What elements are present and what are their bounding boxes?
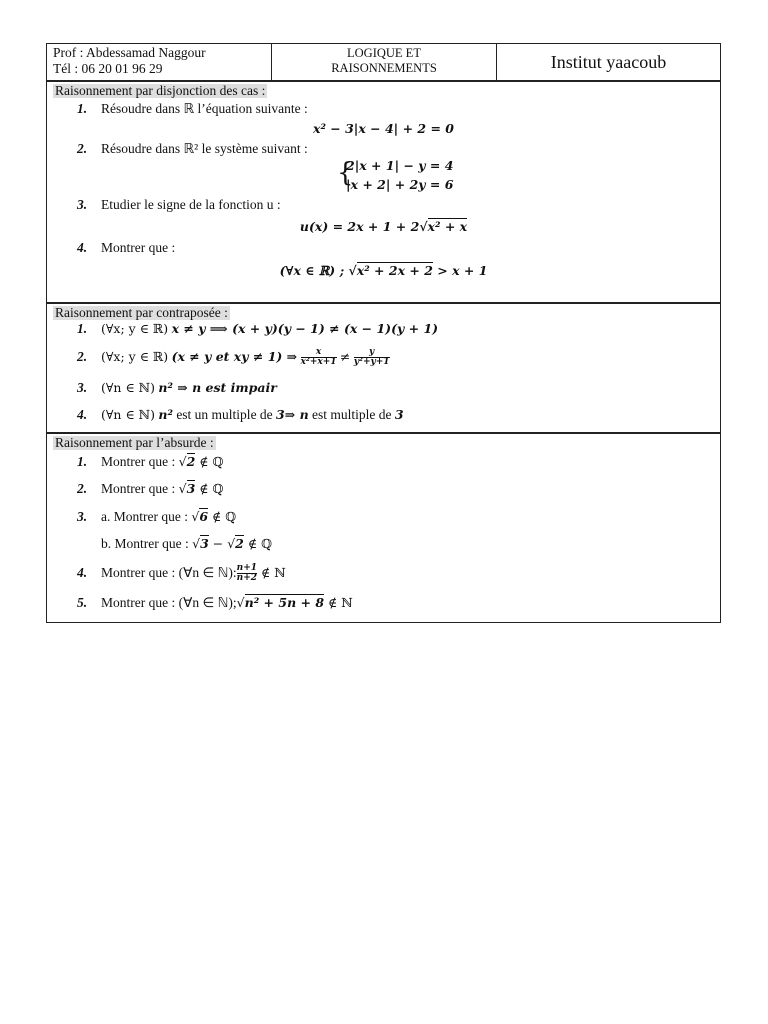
section-contraposee	[46, 302, 721, 432]
section-title: Raisonnement par l’absurde :	[55, 435, 214, 450]
item-text: Résoudre dans ℝ² le système suivant :	[101, 141, 308, 156]
radicand: x² + 2x + 2	[356, 263, 433, 278]
item-number: 1.	[77, 321, 88, 336]
minus-sign: −	[208, 536, 228, 551]
not-in-set: ∉ ℕ	[257, 565, 286, 580]
quantifier: (∀x; y ∈ ℝ)	[101, 349, 169, 364]
fraction-y: $\frac{y}{\text{y²+y+1}}$	[353, 347, 390, 368]
statement: (x ≠ y et xy ≠ 1) ⇒	[171, 349, 298, 364]
system-line-1: 2|x + 1| − y = 4	[346, 158, 454, 173]
fraction-x: $\frac{x}{\text{x²+x+1}}$	[300, 347, 337, 368]
item-number: 2.	[77, 349, 88, 364]
radicand: 3	[200, 536, 209, 551]
item-text: Montrer que : (∀n ∈ ℕ):	[101, 565, 237, 580]
not-in-set: ∉ ℚ	[208, 509, 237, 524]
sheet-title	[272, 44, 497, 80]
statement: n² ⇒ n est impair	[158, 380, 277, 395]
quantifier: (∀n ∈ ℕ)	[101, 407, 155, 422]
item-text: Résoudre dans ℝ l’équation suivante :	[101, 101, 308, 116]
item-number: 4.	[77, 565, 88, 580]
item-text: Montrer que : (∀n ∈ ℕ);	[101, 595, 237, 610]
institute-name: Institut yaacoub	[550, 52, 667, 72]
inequality: (∀x ∈ ℝ) ; √x² + 2x + 2 > x + 1	[279, 263, 488, 278]
system-line-2: |x + 2| + 2y = 6	[346, 177, 454, 192]
function-definition: u(x) = 2x + 1 + 2√x² + x	[299, 219, 468, 234]
radicand: 2	[235, 536, 244, 551]
sheet-title-line1: LOGIQUE ET	[347, 46, 421, 60]
sheet-title-line2: RAISONNEMENTS	[331, 61, 437, 75]
section-title: Raisonnement par disjonction des cas :	[55, 83, 266, 98]
section-absurde: Raisonnement par l’absurde : 1. Montrer que : √2 ∉ ℚ 2. Montrer que : √3 ∉ ℚ 3. a. Montrer que : √6 ∉ ℚ b. Montrer que : √3 − √2 ∉ ℚ 4. Montrer que : (∀n ∈ ℕ): $\frac{n+1}{n+2}$ ∉ ℕ 5. Montrer que : (∀n ∈ ℕ);√n² + 5n + 8 ∉ ℕ	[46, 432, 721, 623]
quantifier: (∀n ∈ ℕ)	[101, 380, 155, 395]
item-number: 2.	[77, 481, 88, 496]
statement: 3	[394, 407, 404, 422]
item-text: a. Montrer que :	[101, 509, 188, 524]
neq-symbol: ≠	[339, 349, 351, 364]
system: { 2|x + 1| − y = 4 |x + 2| + 2y = 6	[337, 158, 454, 192]
statement: x ≠ y ⟹ (x + y)(y − 1) ≠ (x − 1)(y + 1)	[171, 321, 439, 336]
exercise-sheet	[46, 43, 721, 623]
statement: n²	[158, 407, 173, 422]
item-number: 3.	[77, 380, 88, 395]
radicand: x² + x	[427, 219, 468, 234]
radicand: 6	[199, 509, 209, 524]
item-number: 2.	[77, 141, 88, 156]
formula-part: u(x) = 2x + 1 + 2	[299, 219, 420, 234]
item-text: Montrer que :	[101, 481, 176, 496]
formula-part: (∀x ∈ ℝ) ;	[279, 263, 345, 278]
radicand: 2	[186, 454, 196, 469]
item-number: 3.	[77, 197, 88, 212]
not-in-set: ∉ ℚ	[195, 454, 224, 469]
not-in-set: ∉ ℕ	[324, 595, 353, 610]
header-table	[46, 43, 721, 80]
teacher-info	[47, 44, 272, 80]
item-text: Etudier le signe de la fonction u :	[101, 197, 281, 212]
item-number: 5.	[77, 595, 88, 610]
teacher-phone: Tél : 06 20 01 96 29	[53, 61, 163, 76]
section-disjonction	[46, 80, 721, 302]
item-text: b. Montrer que :	[101, 536, 189, 551]
radicand: n² + 5n + 8	[244, 595, 325, 610]
item-number: 1.	[77, 454, 88, 469]
statement-text: est un multiple de	[176, 407, 273, 422]
equation: x² − 3|x − 4| + 2 = 0	[313, 121, 454, 136]
radicand: 3	[186, 481, 196, 496]
formula-part: > x + 1	[432, 263, 488, 278]
not-in-set: ∉ ℚ	[243, 536, 272, 551]
item-text: Montrer que :	[101, 240, 176, 255]
item-number: 4.	[77, 407, 88, 422]
quantifier: (∀x; y ∈ ℝ)	[101, 321, 169, 336]
item-number: 3.	[77, 509, 88, 524]
statement: 3⇒ n	[276, 407, 309, 422]
item-number: 4.	[77, 240, 88, 255]
item-text: Montrer que :	[101, 454, 176, 469]
fraction-n: $\frac{n+1}{n+2}$	[236, 563, 258, 584]
not-in-set: ∉ ℚ	[195, 481, 224, 496]
item-number: 1.	[77, 101, 88, 116]
section-title: Raisonnement par contraposée :	[55, 305, 228, 320]
teacher-name: Prof : Abdessamad Naggour	[53, 45, 206, 60]
statement-text: est multiple de	[312, 407, 392, 422]
